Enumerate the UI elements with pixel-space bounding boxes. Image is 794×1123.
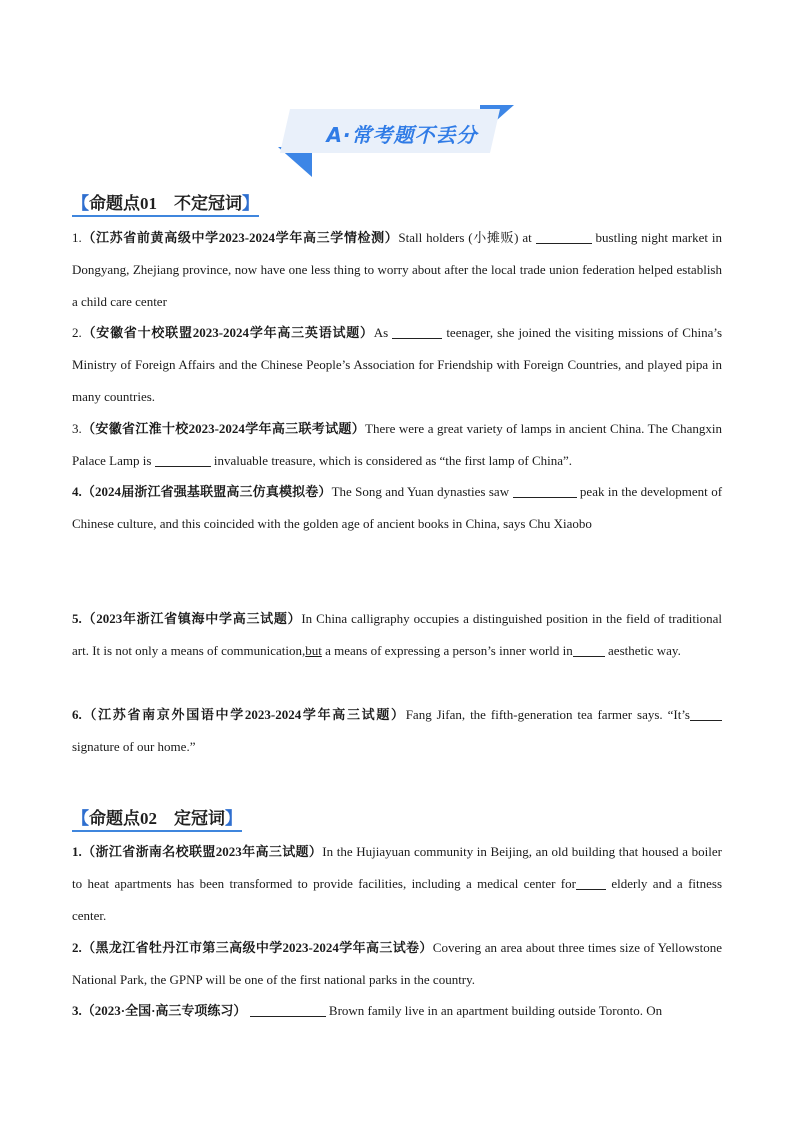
- banner-title: A·常考题不丢分: [326, 123, 478, 147]
- section-heading-definite-article: 【命题点02 定冠词】: [72, 804, 242, 832]
- question-1-4: 4.（2024届浙江省强基联盟高三仿真模拟卷）The Song and Yuan dynasties saw peak in the development of Chinese culture, and this coincided with the golden age of ancient books in China, says Chu Xiaobo: [72, 484, 723, 531]
- question-source: （安徽省十校联盟2023-2024学年高三英语试题）: [81, 325, 374, 340]
- question-1-3: 3.（安徽省江淮十校2023-2024学年高三联考试题）There were a great variety of lamps in ancient China. The Changxin Palace Lamp is invaluable treasure, which is considered as “the first lamp of China”.: [72, 421, 722, 468]
- answer-blank[interactable]: [576, 876, 606, 890]
- question-2-2: 2.（黑龙江省牡丹江市第三高级中学2023-2024学年高三试卷）Covering an area about three times size of Yellowstone National Park, the GPNP will be one of the first national parks in the country.: [72, 940, 722, 987]
- question-source: （安徽省江淮十校2023-2024学年高三联考试题）: [81, 421, 366, 436]
- question-source: （江苏省南京外国语中学2023-2024学年高三试题）: [81, 707, 406, 722]
- question-source: （黑龙江省牡丹江市第三高级中学2023-2024学年高三试卷）: [81, 940, 433, 955]
- answer-blank[interactable]: [392, 325, 442, 339]
- answer-blank[interactable]: [513, 484, 577, 498]
- question-source: （2023·全国·高三专项练习）: [81, 1003, 247, 1018]
- answer-blank[interactable]: [690, 707, 722, 721]
- question-1-1: 1.（江苏省前黄高级中学2023-2024学年高三学情检测）Stall holders (小摊贩) at bustling night market in Dongyang, Zhejiang province, now have one less thing to worry about after the local trade union federation helped establish a child care center: [72, 230, 723, 309]
- question-source: （浙江省浙南名校联盟2023年高三试题）: [81, 844, 323, 859]
- question-1-6: 6.（江苏省南京外国语中学2023-2024学年高三试题）Fang Jifan, the fifth-generation tea farmer says. “It’s signature of our home.”: [72, 699, 722, 763]
- question-2-3: 3.（2023·全国·高三专项练习） Brown family live in an apartment building outside Toronto. On: [72, 1003, 663, 1018]
- answer-blank[interactable]: [155, 453, 211, 467]
- answer-blank[interactable]: [573, 643, 605, 657]
- question-2-1: 1.（浙江省浙南名校联盟2023年高三试题）In the Hujiayuan community in Beijing, an old building that housed a boiler to heat apartments has been transformed to provide facilities, including a medical center for elderly and a fitness center.: [72, 844, 723, 923]
- section-banner: [276, 103, 516, 177]
- question-source: （江苏省前黄高级中学2023-2024学年高三学情检测）: [81, 230, 399, 245]
- question-1-5: 5.（2023年浙江省镇海中学高三试题）In China calligraphy occupies a distinguished position in the field of traditional art. It is not only a means of communication,but a means of expressing a person’s inner world in aesthetic way.: [72, 611, 722, 658]
- section-heading-indefinite-article: 【命题点01 不定冠词】: [72, 189, 259, 217]
- question-source: （2023年浙江省镇海中学高三试题）: [81, 611, 302, 626]
- answer-blank[interactable]: [536, 230, 592, 244]
- question-source: （2024届浙江省强基联盟高三仿真模拟卷）: [81, 484, 332, 499]
- question-1-2: 2.（安徽省十校联盟2023-2024学年高三英语试题）As teenager, she joined the visiting missions of China’s Ministry of Foreign Affairs and the Chinese People’s Association for Friendship with Foreign Countries, and played pipa in many countries.: [72, 325, 723, 404]
- answer-blank[interactable]: [250, 1003, 326, 1017]
